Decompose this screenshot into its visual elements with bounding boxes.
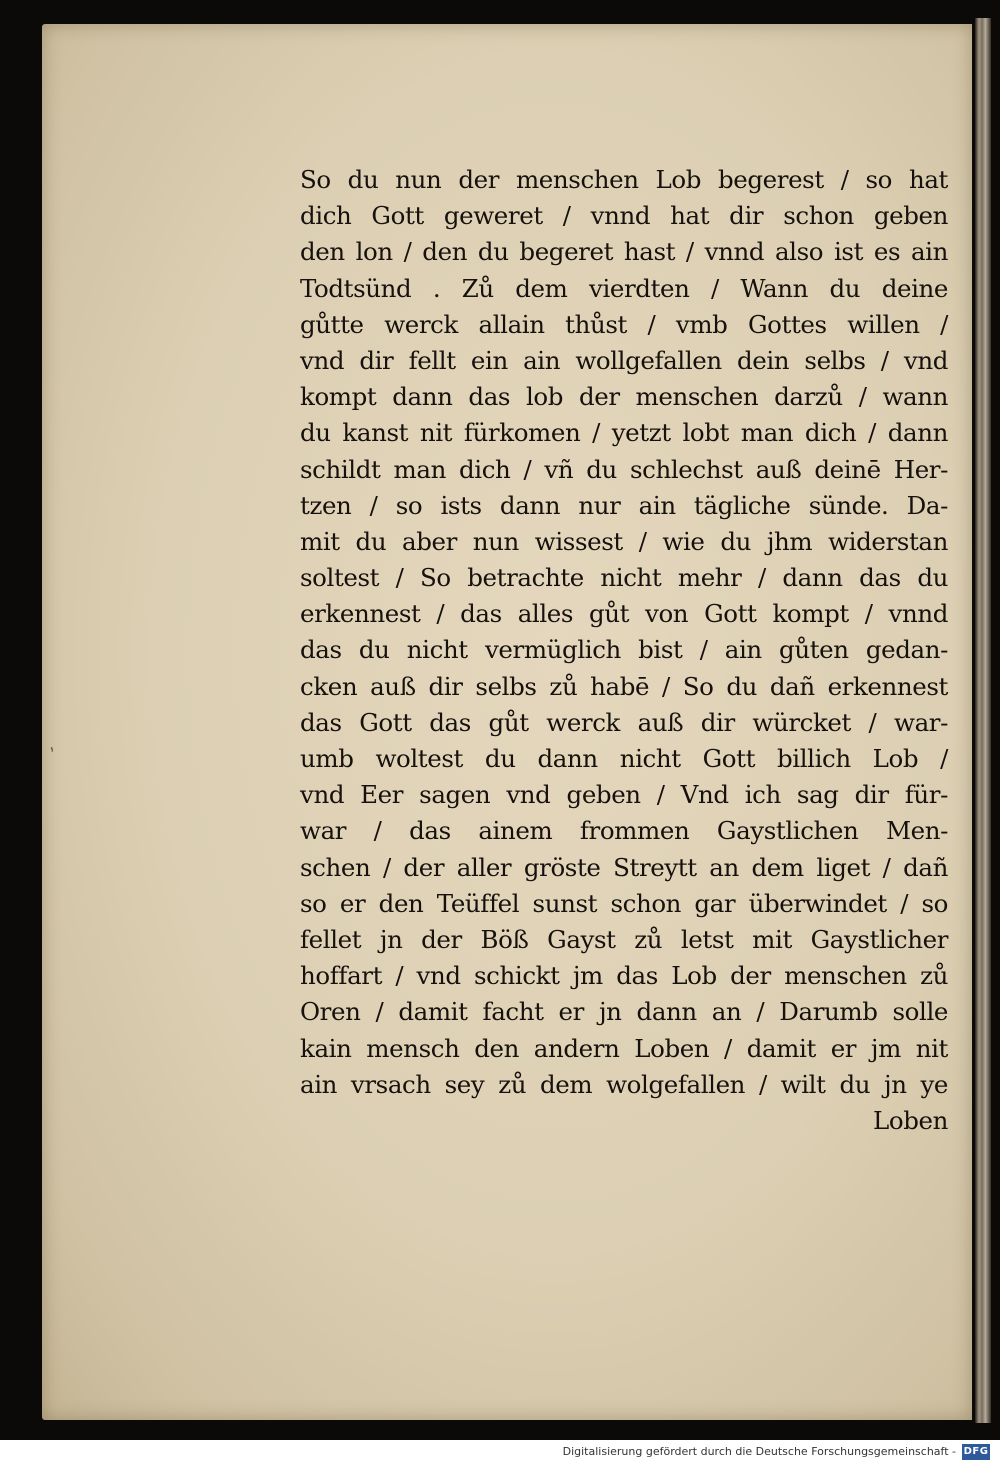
funding-credit: Digitalisierung gefördert durch die Deutsche Forschungsgemeinschaft -	[562, 1445, 956, 1458]
text-line: so er den Teüffel sunst schon gar überwindet / so	[300, 888, 948, 918]
text-line: den lon / den du begeret hast / vnnd also ist es ain	[300, 237, 948, 267]
text-line: schildt man dich / vñ du schlechst auß deinē Her-	[300, 454, 948, 484]
text-line: mit du aber nun wissest / wie du jhm widerstan	[300, 526, 948, 556]
text-line: das Gott das gůt werck auß dir würcket / war-	[300, 707, 948, 737]
text-line: So du nun der menschen Lob begerest / so hat	[300, 165, 948, 194]
text-line: soltest / So betrachte nicht mehr / dann das du	[300, 563, 948, 593]
text-line: ain vrsach sey zů dem wolgefallen / wilt du jn ye	[300, 1069, 948, 1099]
text-line: vnd Eer sagen vnd geben / Vnd ich sag dir für-	[300, 780, 948, 810]
text-line: war / das ainem frommen Gaystlichen Men-	[300, 816, 948, 846]
dfg-logo: DFG	[962, 1444, 990, 1460]
text-line: fellet jn der Böß Gayst zů letst mit Gaystlicher	[300, 924, 948, 954]
text-line: erkennest / das alles gůt von Gott kompt / vnnd	[300, 599, 948, 629]
text-line: gůtte werck allain thůst / vmb Gottes willen /	[300, 309, 948, 339]
text-line: hoffart / vnd schickt jm das Lob der menschen zů	[300, 961, 948, 991]
body-text	[300, 162, 948, 1139]
catchword: Loben	[873, 1105, 948, 1135]
text-line: das du nicht vermüglich bist / ain gůten gedan-	[300, 635, 948, 665]
text-line: du kanst nit fürkomen / yetzt lobt man dich / dann	[300, 418, 948, 448]
text-line: Todtsünd . Zů dem vierdten / Wann du deine	[300, 273, 948, 303]
text-line: kompt dann das lob der menschen darzů / wann	[300, 382, 948, 412]
text-line: cken auß dir selbs zů habē / So du dañ erkennest	[300, 671, 948, 701]
text-line: dich Gott geweret / vnnd hat dir schon geben	[300, 201, 948, 231]
text-line: Oren / damit facht er jn dann an / Darumb solle	[300, 997, 948, 1027]
footer-bar	[0, 1440, 1000, 1466]
margin-mark: ʼ	[46, 744, 64, 765]
book-edge	[975, 18, 991, 1423]
text-line: kain mensch den andern Loben / damit er jm nit	[300, 1033, 948, 1063]
text-line: tzen / so ists dann nur ain tägliche sünde. Da-	[300, 490, 948, 520]
text-line: schen / der aller gröste Streytt an dem liget / dañ	[300, 852, 948, 882]
text-line: umb woltest du dann nicht Gott billich Lob /	[300, 744, 948, 773]
text-line: vnd dir fellt ein ain wollgefallen dein selbs / vnd	[300, 345, 948, 375]
